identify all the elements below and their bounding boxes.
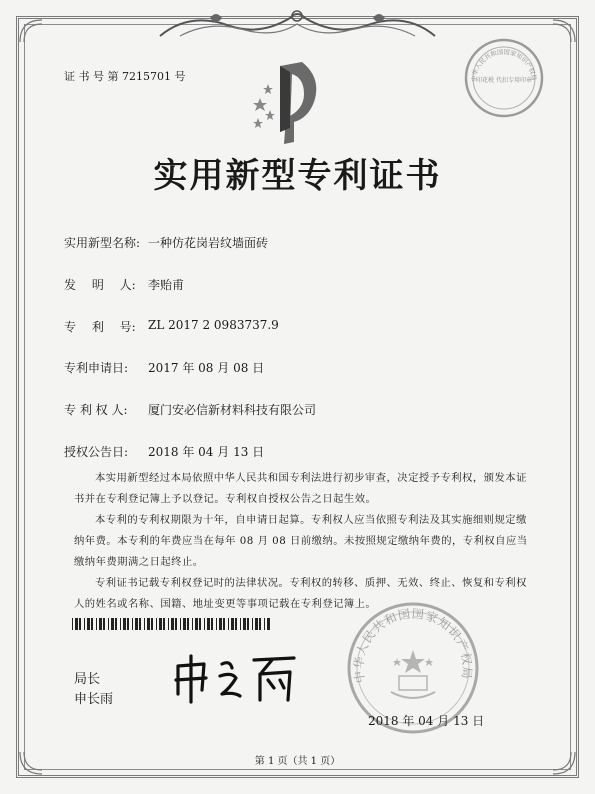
- field-value-filing-date: 2017 年 08 月 08 日: [148, 361, 265, 375]
- barcode: [72, 618, 270, 630]
- field-value-name: 一种仿花岗岩纹墙面砖: [148, 236, 269, 250]
- field-label-grant-date: 授权公告日:: [64, 445, 129, 459]
- body-paragraph: 本实用新型经过本局依照中华人民共和国专利法进行初步审查，决定授予专利权，颁发本证书并在专利登记簿上予以登记。专利权自授权公告之日起生效。: [74, 472, 527, 505]
- field-label-filing-date: 专利申请日:: [64, 361, 129, 375]
- office-seal-subtext: 印花税 代扣专用印章: [476, 77, 532, 84]
- director-signature: [166, 650, 306, 706]
- field-label-name: 实用新型名称:: [64, 236, 141, 250]
- field-label-patent-number: 专 利 号:: [64, 320, 136, 334]
- certificate-number: 7215701 号: [122, 70, 186, 83]
- corner-ornament: [18, 18, 44, 44]
- svg-text:中华人民共和国国家知识产权局: [351, 607, 476, 684]
- field-label-patentee: 专 利 权 人:: [64, 403, 128, 417]
- field-value-patentee: 厦门安必信新材料科技有限公司: [148, 403, 317, 417]
- field-value-inventor: 李贻甫: [148, 278, 185, 292]
- certificate-number-label: 证 书 号 第: [64, 70, 119, 83]
- field-value-grant-date: 2018 年 04 月 13 日: [148, 445, 265, 459]
- field-value-patent-number: ZL 2017 2 0983737.9: [148, 318, 279, 332]
- body-paragraph: 本专利的专利权期限为十年，自申请日起算。专利权人应当依照专利法及其实施细则规定缴纳年费。本专利的年费应当在每年 08 月 08 日前缴纳。未按照规定缴纳年费的，专利权自应当缴纳年费期满之日起终止。: [74, 514, 528, 568]
- grant-date: 2018 年 04 月 13 日: [368, 714, 485, 728]
- field-label-inventor: 发 明 人:: [64, 278, 136, 292]
- director-title: 局长: [74, 672, 101, 687]
- top-ornament: [150, 6, 445, 42]
- office-seal-text: 中华人民共和国国家知识产权局: [470, 48, 538, 83]
- patent-office-logo: [250, 58, 330, 148]
- national-seal-text: 中华人民共和国国家知识产权局: [351, 606, 475, 684]
- page-number: 第 1 页（共 1 页）: [254, 756, 341, 767]
- office-seal: [462, 36, 546, 120]
- director-name: 申长雨: [74, 692, 114, 707]
- body-paragraph: 专利证书记载专利权登记时的法律状况。专利权的转移、质押、无效、终止、恢复和专利权人的姓名或名称、国籍、地址变更等事项记载在专利登记簿上。: [74, 577, 527, 610]
- corner-ornament: [551, 18, 577, 44]
- certificate-title: 实用新型专利证书: [153, 156, 442, 196]
